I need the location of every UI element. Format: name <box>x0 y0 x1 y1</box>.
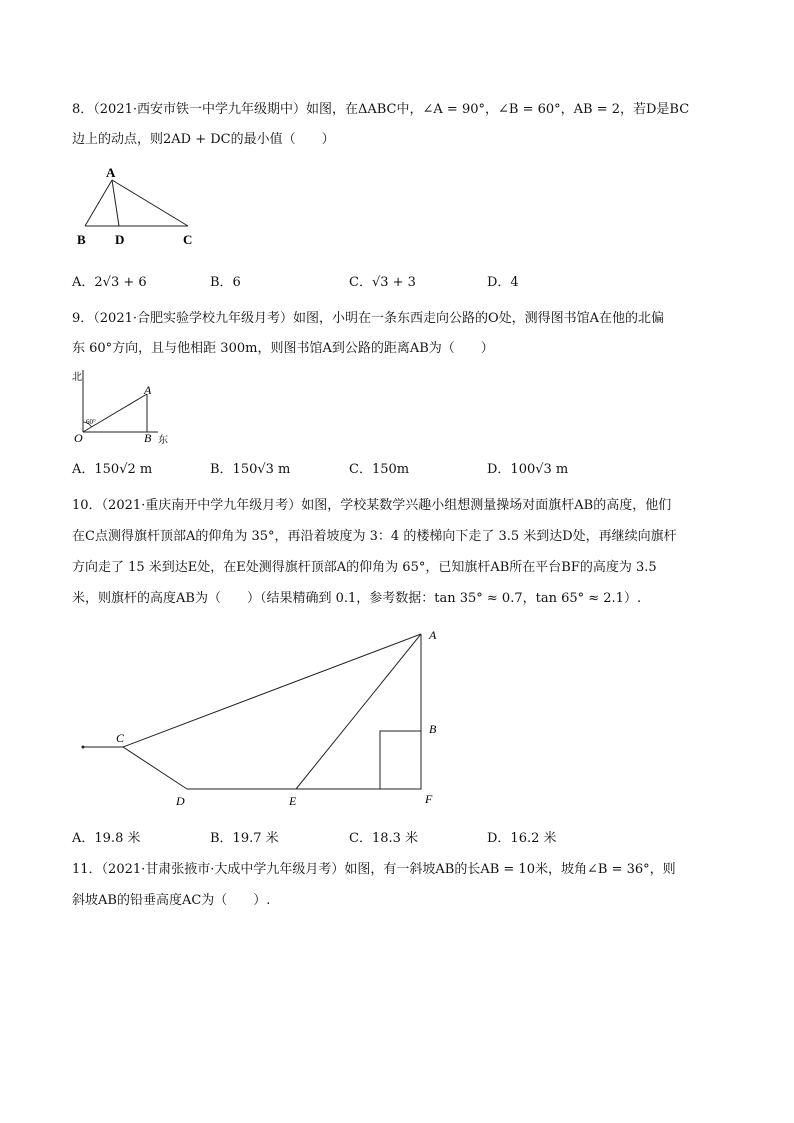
q8-label-d: D <box>115 232 125 247</box>
q10-option-a[interactable]: A．19.8 米 <box>72 831 141 846</box>
q9-segment-oa <box>83 394 147 432</box>
q8-label-c: C <box>183 232 193 247</box>
q10-line-2: 在C点测得旗杆顶部A的仰角为 35°，再沿着坡度为 3：4 的楼梯向下走了 3.5 米到达D处，再继续向旗杆 <box>72 529 677 544</box>
q10-option-b[interactable]: B．19.7 米 <box>210 831 279 846</box>
q10-label-a: A <box>429 628 437 642</box>
q10-label-e: E <box>289 794 297 808</box>
q10-sight-ca <box>123 634 421 747</box>
q8-line-1: 8．（2021·西安市铁一中学九年级期中）如图，在ΔABC中，∠A = 90°，∠B = 60°，AB = 2，若D是BC <box>72 102 690 117</box>
q9-label-east: 东 <box>158 435 168 446</box>
q8-side-ab <box>85 180 112 226</box>
q9-line-1: 9．（2021·合肥实验学校九年级月考）如图，小明在一条东西走向公路的O处，测得图书馆A在他的北偏 <box>72 311 665 326</box>
q9-option-d[interactable]: D．100√3 m <box>487 462 569 477</box>
q8-line-2: 边上的动点，则2AD + DC的最小值（ ） <box>72 132 335 147</box>
q9-option-b[interactable]: B．150√3 m <box>210 462 291 477</box>
q10-line-4: 米，则旗杆的高度AB为（ ）（结果精确到 0.1，参考数据：tan 35° ≈ 0.7，tan 65° ≈ 2.1）. <box>72 591 642 606</box>
q10-line-3: 方向走了 15 米到达E处，在E处测得旗杆顶部A的仰角为 65°，已知旗杆AB所在平台BF的高度为 3.5 <box>72 560 657 575</box>
q9-label-angle: 60° <box>86 418 96 426</box>
q9-label-a: A <box>144 383 152 397</box>
q10-stair-cd <box>123 747 187 789</box>
q10-option-d[interactable]: D．16.2 米 <box>487 831 557 846</box>
q9-option-a[interactable]: A．150√2 m <box>72 462 153 477</box>
q8-side-ac <box>112 180 188 226</box>
q8-segment-ad <box>112 180 119 226</box>
q9-label-north: 北 <box>72 372 82 383</box>
q8-label-b: B <box>77 232 86 247</box>
q10-line-1: 10．（2021·重庆南开中学九年级月考）如图，学校某数学兴趣小组想测量操场对面旗杆AB的高度，他们 <box>72 498 672 513</box>
q10-ground-endpoint <box>82 746 85 749</box>
q10-flagpole-figure <box>78 624 458 814</box>
q8-triangle-figure <box>75 166 205 246</box>
q8-label-a: A <box>106 165 116 180</box>
q10-label-f: F <box>425 792 433 806</box>
q8-option-b[interactable]: B．6 <box>210 275 241 290</box>
q10-label-c: C <box>116 731 125 745</box>
q9-option-c[interactable]: C．150m <box>349 462 410 477</box>
q10-option-c[interactable]: C．18.3 米 <box>349 831 419 846</box>
q9-compass-figure <box>72 366 182 446</box>
q9-label-b: B <box>144 431 152 445</box>
q8-option-c[interactable]: C．√3 + 3 <box>349 275 416 290</box>
q8-option-d[interactable]: D．4 <box>487 275 519 290</box>
q10-platform <box>380 731 421 789</box>
q8-option-a[interactable]: A．2√3 + 6 <box>72 275 147 290</box>
q9-line-2: 东 60°方向，且与他相距 300m，则图书馆A到公路的距离AB为（ ） <box>72 341 494 356</box>
q11-line-1: 11．（2021·甘肃张掖市·大成中学九年级月考）如图，有一斜坡AB的长AB = 10米，坡角∠B = 36°，则 <box>72 862 676 877</box>
q10-label-b: B <box>429 722 437 736</box>
q10-label-d: D <box>176 794 185 808</box>
q9-label-o: O <box>74 431 83 445</box>
q11-line-2: 斜坡AB的铅垂高度AC为（ ）. <box>72 893 271 908</box>
